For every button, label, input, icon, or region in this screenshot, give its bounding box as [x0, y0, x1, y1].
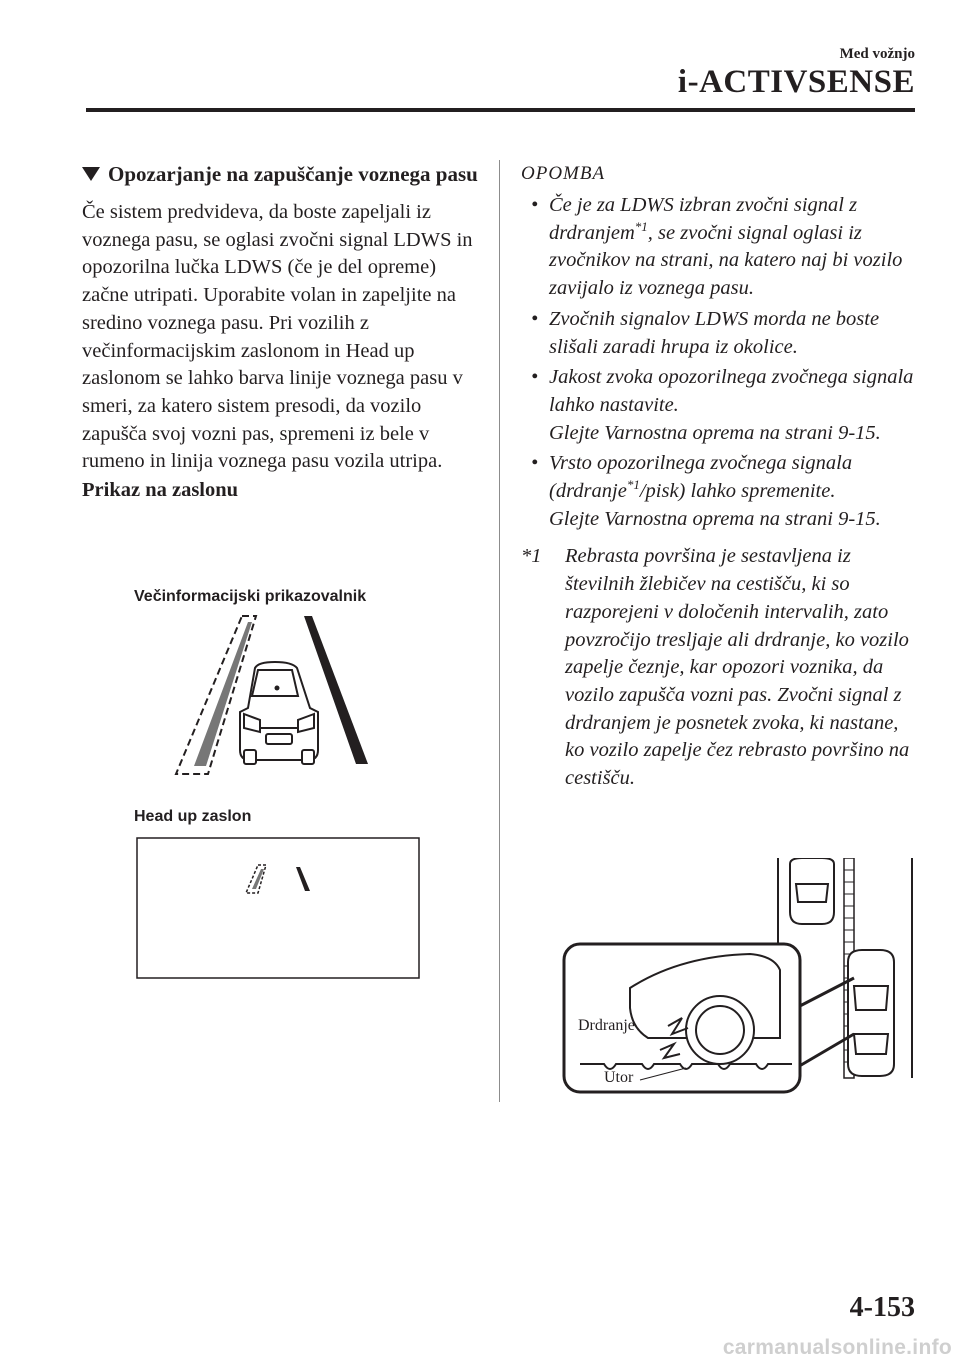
- hud-frame: [137, 838, 419, 978]
- rumble-label: Drdranje: [578, 1017, 635, 1034]
- note-item: • Jakost zvoka opozorilnega zvočnega signala lahko nastavite. Glejte Varnostna oprema na strani 9-15.: [531, 366, 914, 444]
- figure-label-head-up-display: Head up zaslon: [134, 808, 252, 825]
- multi-info-display-illustration: [170, 610, 380, 780]
- left-column: [82, 160, 482, 504]
- bullet: •: [531, 194, 539, 216]
- section-label: Med vožnjo: [839, 46, 915, 62]
- note-item: • Zvočnih signalov LDWS morda ne boste slišali zaradi hrupa iz okolice.: [531, 307, 880, 358]
- cross-reference[interactable]: Glejte Varnostna oprema na strani 9-15.: [549, 507, 881, 530]
- body-paragraph: Če sistem predvideva, da boste zapeljali iz voznega pasu, se oglasi zvočni signal LDWS in opozorilna lučka LDWS (če je del opreme) začne utripati. Uporabite volan in zapeljite na sredino voznega pasu. Pri vozilih z večinformacijskim zaslonom in Head up zaslonom se lahko barva linije voznega pasu v smeri, za katero sistem presodi, da vozilo zapušča svoj vozni pas, spremeni iz bele v rumeno in linija voznega pasu vozila utripa.: [82, 201, 473, 473]
- header-rule: [86, 108, 915, 112]
- bullet: •: [531, 307, 539, 330]
- triangle-bullet-icon: [82, 167, 100, 181]
- bullet: •: [531, 366, 539, 389]
- groove-label: Utor: [604, 1069, 634, 1086]
- footer-watermark[interactable]: carmanualsonline.info: [722, 1336, 952, 1359]
- car-rear-icon: [240, 662, 318, 764]
- note-item: • Vrsto opozorilnega zvočnega signala (drdranje$^{*1}$/pisk) lahko spremenite. Glejte Varnostna oprema na strani 9-15.: [531, 452, 881, 530]
- footnote-mark: *1: [521, 545, 542, 568]
- section-heading: [82, 160, 482, 189]
- sub-heading: Prikaz na zaslonu: [82, 479, 239, 502]
- section-heading-text: Opozarjanje na zapuščanje voznega pasu: [108, 162, 478, 186]
- chapter-title: i-ACTIVSENSE: [677, 64, 915, 100]
- figure-label-multi-info-display: Večinformacijski prikazovalnik: [134, 588, 367, 605]
- bullet: •: [531, 452, 539, 475]
- footnote: [521, 543, 921, 792]
- note-title: OPOMBA: [521, 163, 606, 184]
- note-item: • Če je za LDWS izbran zvočni signal z drdranjem$^{*1}$, se zvočni signal oglasi iz zvočnikov na strani, na katero naj bi vozilo zavijalo iz voznega pasu.: [531, 194, 903, 300]
- column-divider: [499, 160, 500, 1102]
- cross-reference[interactable]: Glejte Varnostna oprema na strani 9-15.: [549, 421, 881, 444]
- car-on-rumble-strip-icon: [848, 950, 894, 1076]
- note-list: [521, 192, 921, 533]
- page-number: 4-153: [849, 1292, 915, 1323]
- car-top-view-icon: [790, 858, 834, 924]
- footnote-text: Rebrasta površina je sestavljena iz številnih žlebičev na cestišču, ki so razporejeni v določenih intervalih, zato povzročijo tresljaje ali drdranje, ko vozilo zapelje čeznje, kar opozori voznika, da vozilo zapušča vozni pas. Zvočni signal z drdranjem je posnetek zvoka, ki nastane, ko vozilo zapelje čez rebrasto površino na cestišču.: [565, 545, 910, 790]
- rumble-strip-illustration: [560, 858, 930, 1098]
- right-column: [521, 160, 921, 793]
- head-up-display-illustration: [136, 837, 420, 979]
